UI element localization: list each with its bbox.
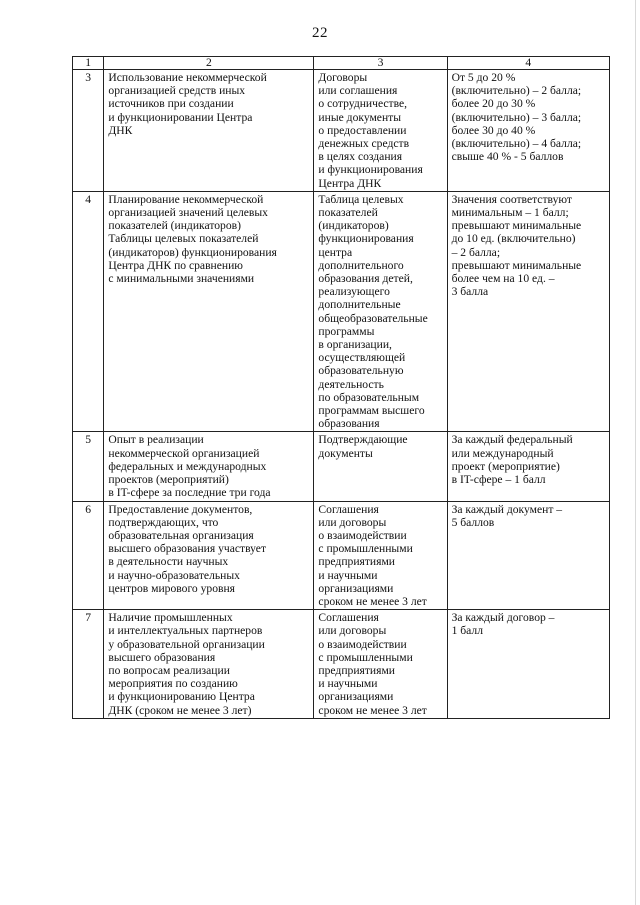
scoring-line: За каждый документ – (451, 502, 563, 516)
documents-line: осуществляющей (318, 351, 406, 365)
table-row (73, 432, 610, 501)
documents-line: Соглашения (318, 611, 379, 625)
criterion-line: образовательная организация (108, 528, 254, 542)
column-header-3: 3 (314, 57, 447, 70)
criterion-line: у образовательной организации (108, 637, 265, 651)
column-header-4: 4 (447, 57, 609, 70)
documents-line: о взаимодействии (318, 637, 407, 651)
scoring-line: 5 баллов (451, 515, 495, 529)
scoring-cell (447, 191, 609, 432)
documents-line: и функционирования (318, 163, 423, 177)
documents-line: образовательную (318, 364, 404, 378)
row-number-cell: 7 (73, 610, 104, 719)
criterion-line: и функционировании Центра (108, 110, 253, 124)
scoring-line: (включительно) – 2 балла; (451, 84, 582, 98)
scoring-line: или международный (451, 446, 554, 460)
page-number: 22 (312, 25, 328, 41)
criterion-line: источников при создании (108, 97, 234, 111)
documents-line: или договоры (318, 515, 387, 529)
documents-line: программам высшего (318, 404, 425, 418)
criterion-line: с минимальными значениями (108, 272, 255, 286)
criterion-line: Опыт в реализации (108, 433, 204, 447)
documents-line: образования детей, (318, 272, 413, 286)
criterion-line: организацией средств иных (108, 84, 246, 98)
scoring-line: За каждый федеральный (451, 433, 573, 447)
documents-line: о предоставлении (318, 123, 407, 137)
documents-line: Таблица целевых (318, 192, 404, 206)
scoring-line: проект (мероприятие) (451, 459, 560, 473)
scoring-line: превышают минимальные (451, 219, 582, 233)
scoring-cell (447, 70, 609, 192)
documents-line: организациями (318, 690, 394, 704)
page-edge-divider (635, 0, 636, 905)
criteria-table (72, 56, 610, 719)
documents-cell (314, 432, 447, 501)
documents-line: Соглашения (318, 502, 379, 516)
row-number-cell: 3 (73, 70, 104, 192)
documents-line: и научными (318, 677, 378, 691)
documents-line: Центра ДНК (318, 176, 382, 190)
scoring-line: 3 балла (451, 285, 489, 299)
documents-line: Подтверждающие (318, 433, 408, 447)
row-number-cell: 6 (73, 501, 104, 610)
documents-line: о сотрудничестве, (318, 97, 408, 111)
documents-line: в организации, (318, 338, 392, 352)
table-row (73, 610, 610, 719)
criterion-line: (индикаторов) функционирования (108, 245, 277, 259)
documents-line: денежных средств (318, 137, 410, 151)
table-body (73, 70, 610, 719)
criterion-line: федеральных и международных (108, 459, 267, 473)
scoring-cell (447, 432, 609, 501)
documents-cell (314, 610, 447, 719)
table-header-row (73, 57, 610, 70)
scoring-line: – 2 балла; (451, 245, 501, 259)
criterion-cell (104, 191, 314, 432)
column-header-1: 1 (73, 57, 104, 70)
table-header (73, 57, 610, 70)
criterion-line: Планирование некоммерческой (108, 192, 264, 206)
criterion-line: Наличие промышленных (108, 611, 233, 625)
criterion-line: и интеллектуальных партнеров (108, 624, 263, 638)
scoring-line: до 10 ед. (включительно) (451, 232, 576, 246)
criterion-line: ДНК (сроком не менее 3 лет) (108, 703, 252, 717)
documents-line: сроком не менее 3 лет (318, 703, 427, 717)
scoring-line: От 5 до 20 % (451, 71, 516, 84)
documents-line: дополнительного (318, 258, 404, 272)
scoring-line: превышают минимальные (451, 258, 582, 272)
scoring-line: (включительно) – 4 балла; (451, 137, 582, 151)
documents-line: образования (318, 417, 380, 431)
documents-line: сроком не менее 3 лет (318, 594, 427, 608)
scoring-line: (включительно) – 3 балла; (451, 110, 582, 124)
scoring-cell (447, 501, 609, 610)
scoring-cell (447, 610, 609, 719)
criterion-line: мероприятия по созданию (108, 677, 238, 691)
criterion-line: проектов (мероприятий) (108, 473, 229, 487)
documents-line: предприятиями (318, 555, 395, 569)
documents-line: реализующего (318, 285, 390, 299)
criterion-line: организацией значений целевых (108, 206, 268, 220)
criterion-line: Таблицы целевых показателей (108, 232, 259, 246)
scoring-line: свыше 40 % - 5 баллов (451, 150, 564, 164)
documents-line: с промышленными (318, 542, 413, 556)
criterion-line: подтверждающих, что (108, 515, 219, 529)
table-row (73, 191, 610, 432)
criterion-line: по вопросам реализации (108, 663, 230, 677)
documents-line: иные документы (318, 110, 402, 124)
scoring-line: Значения соответствуют (451, 192, 572, 206)
row-number-cell: 4 (73, 191, 104, 432)
criterion-line: Предоставление документов, (108, 502, 253, 516)
criterion-line: Использование некоммерческой (108, 71, 267, 84)
criterion-line: и функционированию Центра (108, 690, 255, 704)
documents-line: (индикаторов) (318, 219, 389, 233)
documents-line: с промышленными (318, 650, 413, 664)
documents-line: показателей (318, 206, 378, 220)
scoring-line: 1 балл (451, 624, 483, 638)
documents-line: и научными (318, 568, 378, 582)
column-header-2: 2 (104, 57, 314, 70)
scoring-line: более 30 до 40 % (451, 123, 536, 137)
documents-line: программы (318, 324, 375, 338)
criterion-cell (104, 70, 314, 192)
criterion-cell (104, 610, 314, 719)
scoring-line: более чем на 10 ед. – (451, 272, 555, 286)
scoring-line: минимальным – 1 балл; (451, 206, 569, 220)
table-row (73, 501, 610, 610)
documents-line: предприятиями (318, 663, 395, 677)
criterion-line: показателей (индикаторов) (108, 219, 241, 233)
criterion-line: высшего образования (108, 650, 216, 664)
criterion-line: в IT-сфере за последние три года (108, 486, 271, 500)
criterion-line: центров мирового уровня (108, 581, 236, 595)
documents-line: общеобразовательные (318, 311, 428, 325)
documents-cell (314, 501, 447, 610)
documents-line: о взаимодействии (318, 528, 407, 542)
criterion-line: Центра ДНК по сравнению (108, 258, 243, 272)
row-number-cell: 5 (73, 432, 104, 501)
scoring-line: За каждый договор – (451, 611, 555, 625)
documents-line: или соглашения (318, 84, 398, 98)
documents-line: деятельность (318, 377, 384, 391)
criterion-line: в деятельности научных (108, 555, 229, 569)
criterion-cell (104, 432, 314, 501)
scoring-line: в IT-сфере – 1 балл (451, 473, 546, 487)
documents-line: организациями (318, 581, 394, 595)
criterion-line: некоммерческой организацией (108, 446, 260, 460)
documents-line: центра (318, 245, 353, 259)
documents-line: Договоры (318, 71, 368, 84)
documents-line: документы (318, 446, 373, 460)
documents-cell (314, 70, 447, 192)
documents-line: по образовательным (318, 390, 420, 404)
criterion-cell (104, 501, 314, 610)
scoring-line: более 20 до 30 % (451, 97, 536, 111)
documents-line: функционирования (318, 232, 414, 246)
criterion-line: высшего образования участвует (108, 542, 267, 556)
table-row (73, 70, 610, 192)
documents-cell (314, 191, 447, 432)
documents-line: в целях создания (318, 150, 403, 164)
documents-line: или договоры (318, 624, 387, 638)
documents-line: дополнительные (318, 298, 401, 312)
criterion-line: ДНК (108, 123, 133, 137)
criterion-line: и научно-образовательных (108, 568, 240, 582)
